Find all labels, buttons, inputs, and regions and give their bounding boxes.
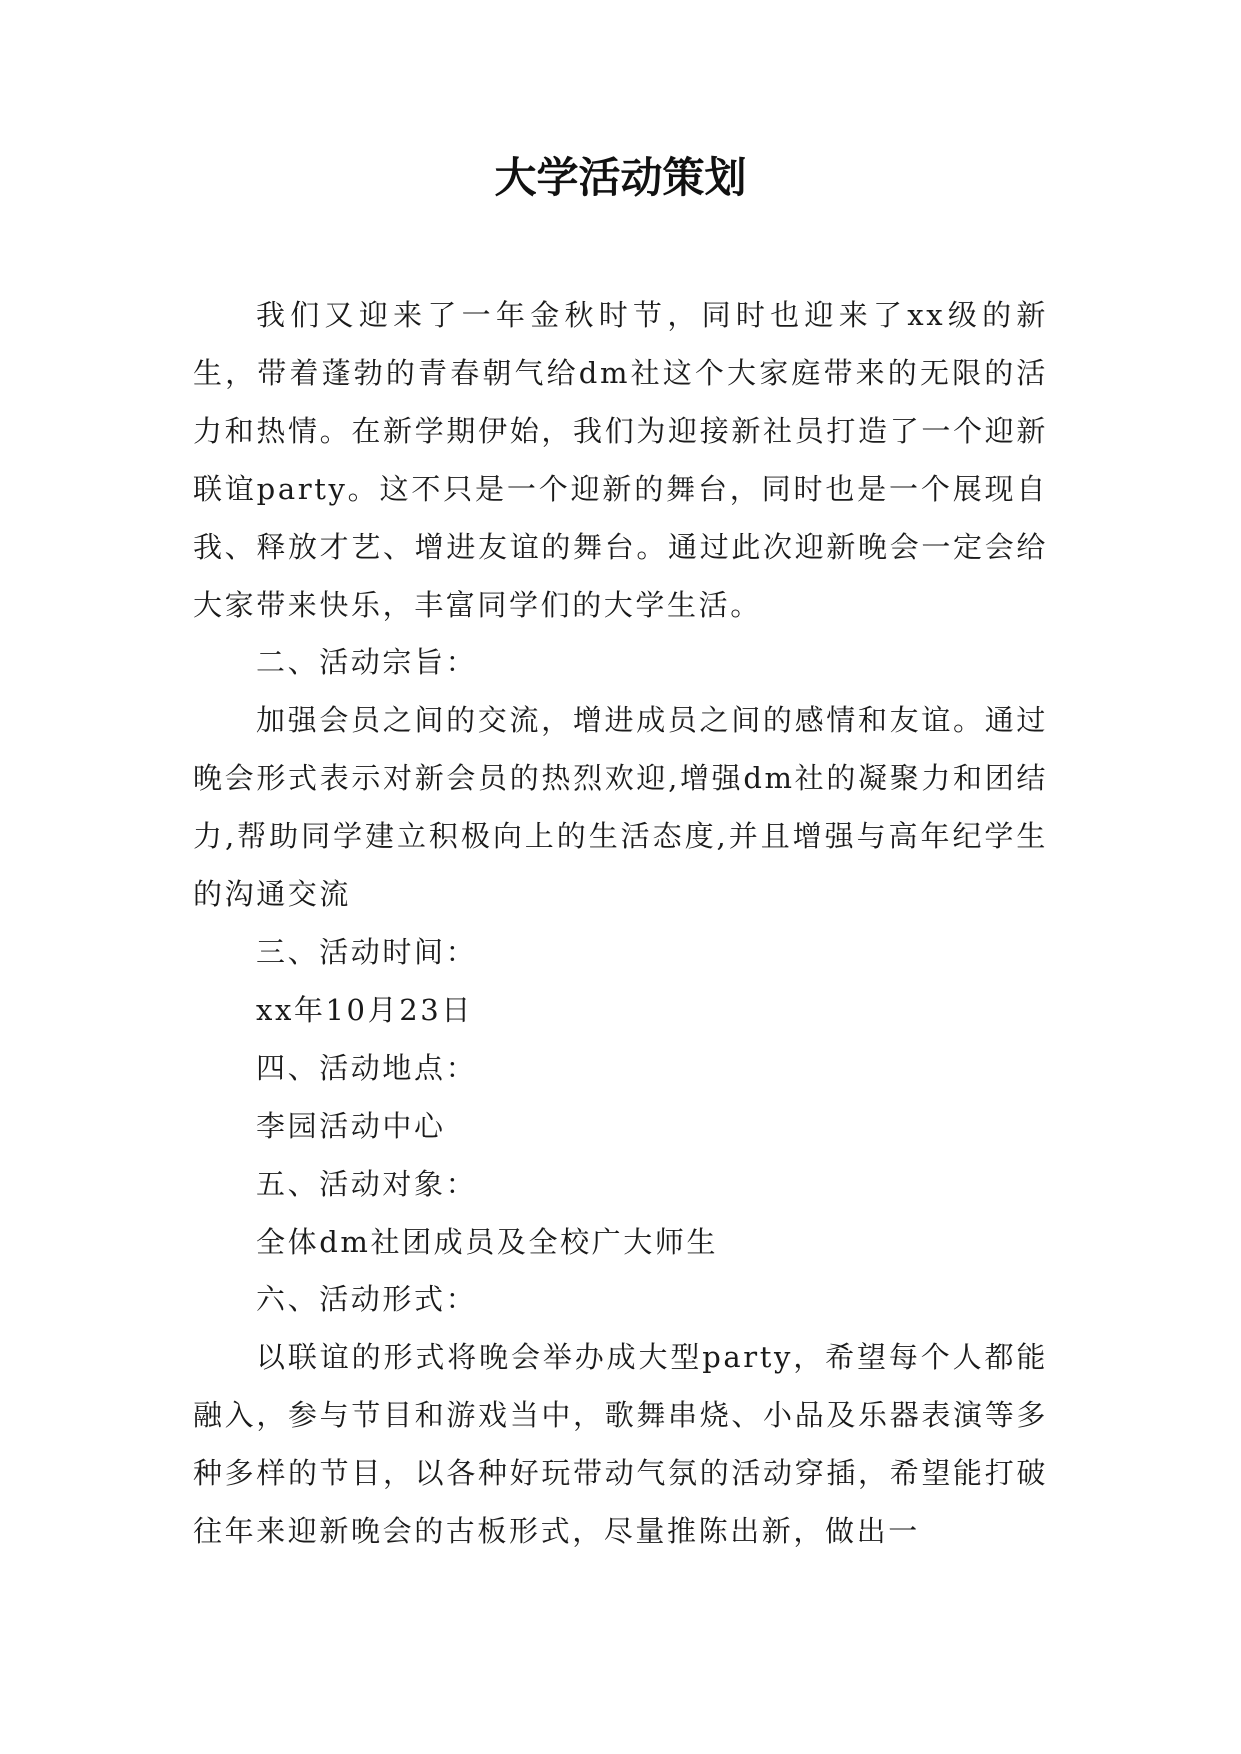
document-body <box>193 287 1048 1561</box>
place-heading: 四、活动地点： <box>256 1050 478 1085</box>
audience-heading: 五、活动对象： <box>256 1166 478 1201</box>
document-title: 大学活动策划 <box>494 153 747 202</box>
purpose-heading: 二、活动宗旨： <box>256 645 478 680</box>
audience-value: 全体dm社团成员及全校广大师生 <box>256 1224 719 1259</box>
place-value: 李园活动中心 <box>256 1108 446 1143</box>
intro-paragraph: 我们又迎来了一年金秋时节，同时也迎来了xx级的新生，带着蓬勃的青春朝气给dm社这个大家庭带来的无限的活力和热情。在新学期伊始，我们为迎接新社员打造了一个迎新联谊party。这不只是一个迎新的舞台，同时也是一个展现自我、释放才艺、增进友谊的舞台。通过此次迎新晚会一定会给大家带来快乐，丰富同学们的大学生活。 <box>193 298 1048 622</box>
purpose-paragraph: 加强会员之间的交流，增进成员之间的感情和友谊。通过晚会形式表示对新会员的热烈欢迎,增强dm社的凝聚力和团结力,帮助同学建立积极向上的生活态度,并且增强与高年纪学生的沟通交流 <box>193 703 1048 912</box>
format-heading: 六、活动形式： <box>256 1282 478 1317</box>
time-value: xx年10月23日 <box>256 992 473 1027</box>
time-heading: 三、活动时间： <box>256 934 478 969</box>
format-paragraph: 以联谊的形式将晚会举办成大型party，希望每个人都能融入，参与节目和游戏当中，歌舞串烧、小品及乐器表演等多种多样的节目，以各种好玩带动气氛的活动穿插，希望能打破往年来迎新晚会的古板形式，尽量推陈出新，做出一 <box>193 1340 1048 1549</box>
